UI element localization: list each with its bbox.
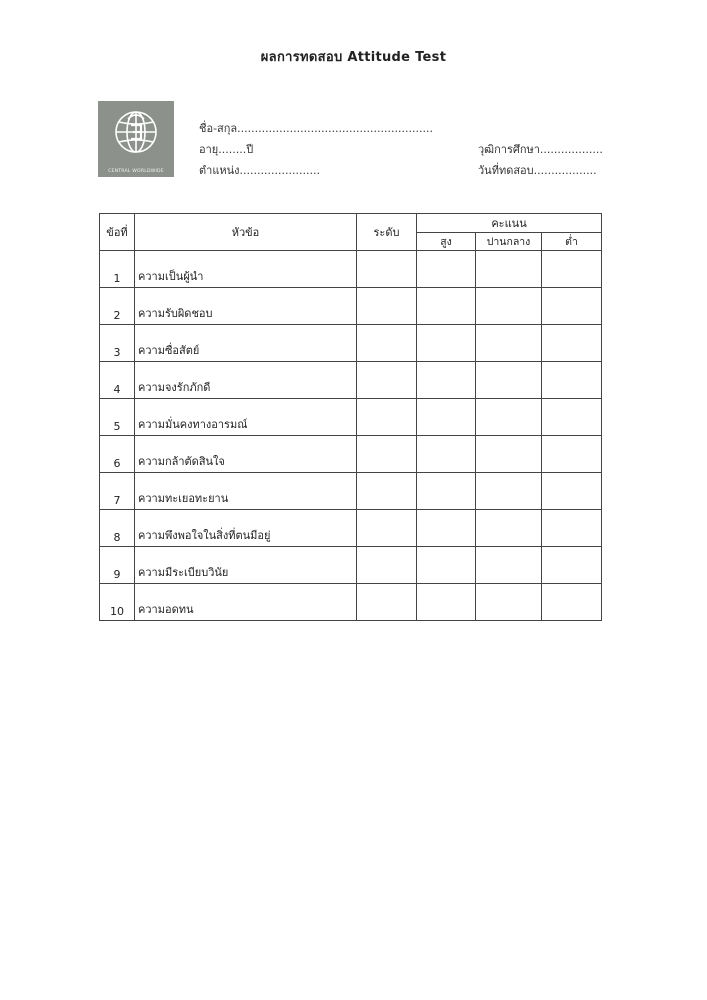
row-number: 9 <box>100 547 135 584</box>
level-cell[interactable] <box>357 436 417 473</box>
row-number: 2 <box>100 288 135 325</box>
score-medium-cell[interactable] <box>476 584 542 621</box>
attitude-score-table <box>99 213 602 621</box>
col-header-no: ข้อที่ <box>100 214 135 251</box>
logo-caption: CENTRAL WORLDWIDE <box>108 169 164 174</box>
score-high-cell[interactable] <box>417 251 476 288</box>
row-topic: ความซื่อสัตย์ <box>135 325 357 362</box>
level-cell[interactable] <box>357 251 417 288</box>
row-number: 7 <box>100 473 135 510</box>
score-low-cell[interactable] <box>542 399 602 436</box>
table-row <box>100 473 602 510</box>
level-cell[interactable] <box>357 288 417 325</box>
education-field: วุฒิการศึกษา.................. <box>478 143 603 156</box>
position-field: ตำแหน่ง....................... <box>199 164 320 177</box>
level-cell[interactable] <box>357 510 417 547</box>
page-title: ผลการทดสอบ Attitude Test <box>260 50 447 65</box>
score-high-cell[interactable] <box>417 436 476 473</box>
row-topic: ความกล้าตัดสินใจ <box>135 436 357 473</box>
row-number: 3 <box>100 325 135 362</box>
score-low-cell[interactable] <box>542 473 602 510</box>
score-medium-cell[interactable] <box>476 399 542 436</box>
col-header-medium: ปานกลาง <box>476 233 542 251</box>
score-high-cell[interactable] <box>417 362 476 399</box>
row-topic: ความเป็นผู้นำ <box>135 251 357 288</box>
level-cell[interactable] <box>357 362 417 399</box>
row-topic: ความจงรักภักดี <box>135 362 357 399</box>
level-cell[interactable] <box>357 547 417 584</box>
score-low-cell[interactable] <box>542 362 602 399</box>
test-date-field: วันที่ทดสอบ.................. <box>478 164 597 177</box>
level-cell[interactable] <box>357 399 417 436</box>
table-row <box>100 584 602 621</box>
row-number: 5 <box>100 399 135 436</box>
score-high-cell[interactable] <box>417 473 476 510</box>
company-logo <box>98 101 174 177</box>
table-row <box>100 436 602 473</box>
level-cell[interactable] <box>357 584 417 621</box>
col-header-low: ต่ำ <box>542 233 602 251</box>
score-medium-cell[interactable] <box>476 251 542 288</box>
score-medium-cell[interactable] <box>476 288 542 325</box>
row-topic: ความอดทน <box>135 584 357 621</box>
score-medium-cell[interactable] <box>476 325 542 362</box>
row-number: 1 <box>100 251 135 288</box>
table-row <box>100 362 602 399</box>
col-header-level: ระดับ <box>357 214 417 251</box>
score-low-cell[interactable] <box>542 325 602 362</box>
level-cell[interactable] <box>357 325 417 362</box>
col-header-high: สูง <box>417 233 476 251</box>
score-medium-cell[interactable] <box>476 362 542 399</box>
level-cell[interactable] <box>357 473 417 510</box>
table-row <box>100 288 602 325</box>
row-topic: ความรับผิดชอบ <box>135 288 357 325</box>
score-high-cell[interactable] <box>417 399 476 436</box>
row-number: 6 <box>100 436 135 473</box>
score-medium-cell[interactable] <box>476 510 542 547</box>
score-medium-cell[interactable] <box>476 473 542 510</box>
score-high-cell[interactable] <box>417 325 476 362</box>
score-low-cell[interactable] <box>542 436 602 473</box>
score-medium-cell[interactable] <box>476 436 542 473</box>
table-row <box>100 510 602 547</box>
score-high-cell[interactable] <box>417 288 476 325</box>
score-low-cell[interactable] <box>542 288 602 325</box>
score-high-cell[interactable] <box>417 547 476 584</box>
name-field: ชื่อ-สกุล........................................................ <box>199 122 433 135</box>
row-topic: ความทะเยอทะยาน <box>135 473 357 510</box>
score-low-cell[interactable] <box>542 547 602 584</box>
table-row <box>100 547 602 584</box>
score-high-cell[interactable] <box>417 584 476 621</box>
col-header-topic: หัวข้อ <box>135 214 357 251</box>
score-high-cell[interactable] <box>417 510 476 547</box>
score-low-cell[interactable] <box>542 584 602 621</box>
score-low-cell[interactable] <box>542 510 602 547</box>
row-number: 10 <box>100 584 135 621</box>
row-topic: ความมั่นคงทางอารมณ์ <box>135 399 357 436</box>
table-row <box>100 399 602 436</box>
row-topic: ความพึงพอใจในสิ่งที่ตนมีอยู่ <box>135 510 357 547</box>
globe-crest-icon <box>98 101 174 165</box>
age-field: อายุ........ปี <box>199 143 254 156</box>
col-header-score: คะแนน <box>417 214 602 233</box>
table-row <box>100 251 602 288</box>
row-number: 8 <box>100 510 135 547</box>
score-medium-cell[interactable] <box>476 547 542 584</box>
score-low-cell[interactable] <box>542 251 602 288</box>
table-row <box>100 325 602 362</box>
row-topic: ความมีระเบียบวินัย <box>135 547 357 584</box>
row-number: 4 <box>100 362 135 399</box>
